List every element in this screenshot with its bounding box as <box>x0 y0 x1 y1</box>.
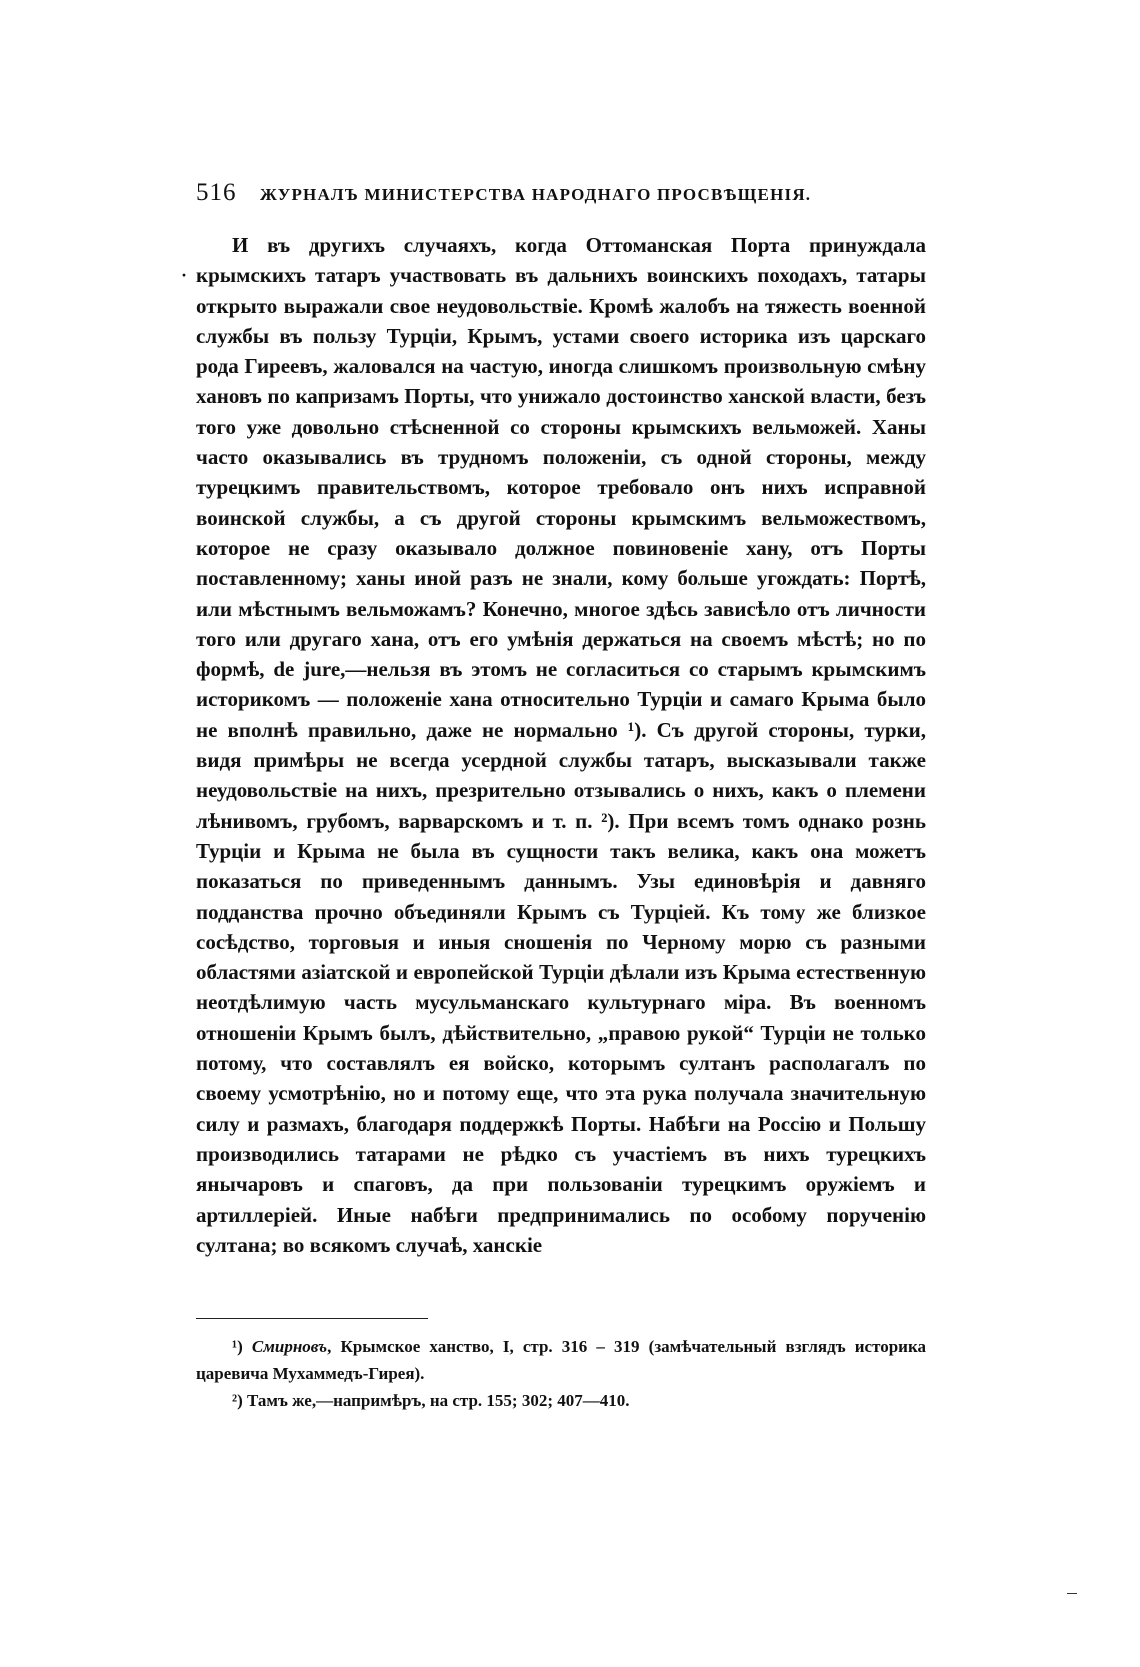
stray-mark <box>1067 1593 1077 1594</box>
footnote-2 <box>196 1387 926 1414</box>
page-number: 516 <box>196 179 237 206</box>
footnote-separator <box>196 1318 428 1319</box>
footnote-text: Тамъ же,—напримѣръ, на стр. 155; 302; 407—410. <box>247 1391 630 1410</box>
main-paragraph: И въ другихъ случаяхъ, когда Оттоманская Порта принуждала крымскихъ татаръ участвовать въ дальнихъ воинскихъ походахъ, татары открыто выражали свое неудовольствіе. Кромѣ жалобъ на тяжесть военной службы въ пользу Турціи, Крымъ, устами своего историка изъ царскаго рода Гиреевъ, жаловался на частую, иногда слишкомъ произвольную смѣну хановъ по капризамъ Порты, что унижало достоинство ханской власти, безъ того уже довольно стѣсненной со стороны крымскихъ вельможей. Ханы часто оказывались въ трудномъ положеніи, съ одной стороны, между турецкимъ правительствомъ, которое требовало онъ нихъ исправной воинской службы, а съ другой стороны крымскимъ вельможествомъ, которое не сразу оказывало должное повиновеніе хану, отъ Порты поставленному; ханы иной разъ не знали, кому больше угождать: Портѣ, или мѣстнымъ вельможамъ? Конечно, многое здѣсь зависѣло отъ личности того или другаго хана, отъ его умѣнія держаться на своемъ мѣстѣ; но по формѣ, de jure,—нельзя въ этомъ не согласиться со старымъ крымскимъ историкомъ — положеніе хана относительно Турціи и самаго Крыма было не вполнѣ правильно, даже не нормально ¹). Съ другой стороны, турки, видя примѣры не всегда усердной службы татаръ, высказывали также неудовольствіе на нихъ, презрительно отзывались о нихъ, какъ о племени лѣнивомъ, грубомъ, варварскомъ и т. п. ²). При всемъ томъ однако рознь Турціи и Крыма не была въ сущности такъ велика, какъ она можетъ показаться по приведеннымъ даннымъ. Узы единовѣрія и давняго подданства прочно объединяли Крымъ съ Турціей. Къ тому же близкое сосѣдство, торговыя и иныя сношенія по Черному морю съ разными областями азіатской и европейской Турціи дѣлали изъ Крыма естественную неотдѣлимую часть мусульманскаго культурнаго міра. Въ военномъ отношеніи Крымъ былъ, дѣйствительно, „правою рукой“ Турціи не только потому, что составлялъ ея войско, которымъ султанъ располагалъ по своему усмотрѣнію, но и потому еще, что эта рука получала значительную силу и размахъ, благодаря поддержкѣ Порты. Набѣги на Россію и Польшу производились татарами не рѣдко съ участіемъ въ нихъ турецкихъ янычаровъ и спаговъ, да при пользованіи турецкимъ оружіемъ и артиллеріей. Иные набѣги предпринимались по особому порученію султана; во всякомъ случаѣ, ханскіе <box>196 233 926 1257</box>
page-header <box>196 176 926 210</box>
footnote-marker: ²) <box>232 1391 243 1410</box>
footnote-author: Смирновъ <box>251 1337 328 1356</box>
footnotes <box>196 1333 926 1414</box>
margin-mark: · <box>181 265 188 285</box>
footnote-marker: ¹) <box>232 1337 243 1356</box>
footnote-1 <box>196 1333 926 1387</box>
running-title: ЖУРНАЛЪ МИНИСТЕРСТВА НАРОДНАГО ПРОСВѢЩЕНІЯ. <box>260 185 812 204</box>
footnote-text: , Крымское ханство, I, стр. 316 – 319 (замѣчательный взглядъ историка царевича Мухаммедъ-Гирея). <box>196 1337 927 1383</box>
